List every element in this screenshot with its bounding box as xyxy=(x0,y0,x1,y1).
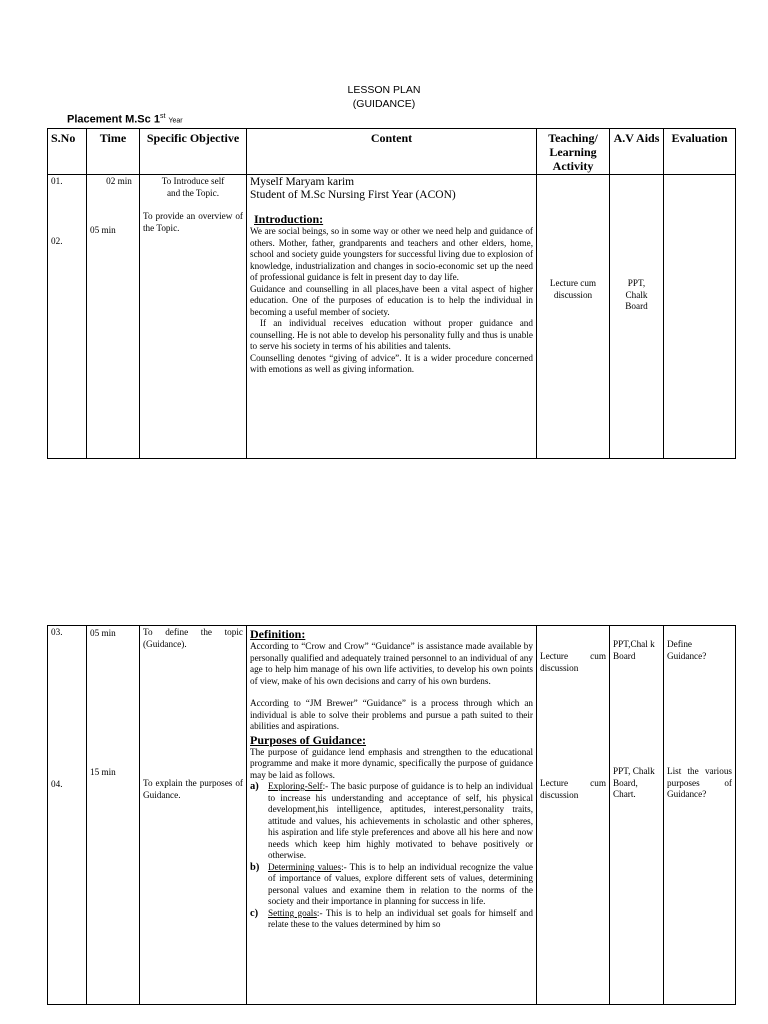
time-01: 02 min xyxy=(106,176,132,186)
list-text xyxy=(268,908,533,931)
sno-04: 04. xyxy=(51,778,63,789)
header-time: Time xyxy=(87,129,140,175)
intro-name: Myself Maryam karim xyxy=(250,176,355,188)
list-term: Setting goals xyxy=(268,907,317,918)
purposes-intro: The purpose of guidance lend emphasis and strengthen to the educational programme and make it more dynamic, specifically the purpose of guidance may be laid as follows. xyxy=(250,746,533,780)
definition-paragraph-2: According to “JM Brewer” “Guidance” is a process through which an individual is able to solve their problems and pursue a path suited to their abilities and aspirations. xyxy=(250,698,533,731)
intro-paragraph-1: We are social beings, so in some way or other we need help and guidance of others. Mother, father, grandparents and teachers and other elders, home, school and society guide youngsters for successful living due to explosion of knowledge, industrialization and changes in socio-economic set up the need of professional guidance is felt in present day to day life. xyxy=(250,226,533,282)
av-cell xyxy=(610,626,664,1005)
sno-03: 03. xyxy=(51,627,63,637)
evaluation-cell xyxy=(664,175,736,459)
av-02: PPT, Chalk Board xyxy=(625,278,648,311)
list-marker: b) xyxy=(250,861,260,873)
intro-student: Student of M.Sc Nursing First Year (ACON) xyxy=(250,189,456,201)
sno-01: 01. xyxy=(51,176,63,186)
header-evaluation: Evaluation xyxy=(664,129,736,175)
list-marker: c) xyxy=(250,907,259,919)
sno-02: 02. xyxy=(51,235,63,246)
evaluation-04: List the various purposes of Guidance? xyxy=(667,766,732,799)
intro-paragraph-2: Guidance and counselling in all places,have been a vital aspect of higher education. One of the purposes of education is to help the individual in becoming a useful member of society. xyxy=(250,283,533,317)
objective-01: To Introduce self and the Topic. xyxy=(161,176,225,198)
sno-cell xyxy=(48,175,87,459)
objective-02: To provide an overview of the Topic. xyxy=(143,211,243,233)
placement-text: Placement M.Sc 1 xyxy=(67,113,160,126)
placement-label xyxy=(67,113,183,126)
definition-paragraph-1: According to “Crow and Crow” “Guidance” is assistance made available by personally qualified and adequately trained personnel to an individual of any age to help him manage of his own life activities, to develop his own points of view, make of his own decisions and carry of his own burdens. xyxy=(250,641,533,686)
objective-cell xyxy=(140,626,247,1005)
header-objective: Specific Objective xyxy=(140,129,247,175)
list-marker: a) xyxy=(250,781,259,792)
lesson-table-2 xyxy=(47,625,736,1005)
time-cell xyxy=(87,626,140,1005)
table-row xyxy=(48,175,736,459)
activity-cell xyxy=(537,175,610,459)
content-cell xyxy=(247,626,537,1005)
objective-03: To define the topic (Guidance). xyxy=(143,627,243,649)
list-term: Exploring-Self xyxy=(268,781,323,791)
placement-year: Year xyxy=(168,117,183,125)
activity-04: Lecture cum discussion xyxy=(540,778,606,800)
av-04: PPT, Chalk Board, Chart. xyxy=(613,766,655,799)
purposes-list xyxy=(250,781,533,931)
table-header-row xyxy=(48,129,736,175)
list-item xyxy=(250,862,533,908)
time-02: 05 min xyxy=(90,224,116,235)
list-desc: :- The basic purpose of guidance is to help an individual to increase his understanding and acceptance of self, his physical development,his intelligence, aptitudes, interest,personality traits, attitude and values, his achievements in scholastic and other spheres, his aspiration and life style preferences and above all his here and now needs which keep him highly motivated to behave positively or otherwise. xyxy=(268,781,533,860)
list-text xyxy=(268,781,533,862)
av-cell xyxy=(610,175,664,459)
definition-heading: Definition: xyxy=(250,627,306,641)
av-03: PPT,Chal k Board xyxy=(613,639,655,661)
header-av: A.V Aids xyxy=(610,129,664,175)
objective-04: To explain the purposes of Guidance. xyxy=(143,778,243,800)
objective-cell xyxy=(140,175,247,459)
content-cell xyxy=(247,175,537,459)
activity-03: Lecture cum discussion xyxy=(540,651,606,673)
time-03: 05 min xyxy=(90,628,116,638)
time-04: 15 min xyxy=(90,767,116,777)
evaluation-03: Define Guidance? xyxy=(667,639,707,661)
list-item xyxy=(250,781,533,862)
sno-cell xyxy=(48,626,87,1005)
list-desc: :- This is to help an individual recognize the value of importance of values, explore different sets of values, determining personal values and examine them in relation to the norms of the society and their importance in planning for success in life. xyxy=(268,861,533,906)
list-desc: :- This is to help an individual set goals for himself and relate these to the values determined by him so xyxy=(268,907,533,929)
table-row xyxy=(48,626,736,1005)
introduction-heading: Introduction: xyxy=(254,212,324,226)
purposes-heading: Purposes of Guidance: xyxy=(250,732,367,747)
intro-paragraph-4: Counselling denotes “giving of advice”. It is a wider procedure concerned with emotions as well as giving information. xyxy=(250,352,533,374)
activity-02: Lecture cum discussion xyxy=(549,278,597,300)
lesson-table-1 xyxy=(47,128,736,459)
activity-cell xyxy=(537,626,610,1005)
header-sno: S.No xyxy=(48,129,87,175)
intro-paragraph-3: If an individual receives education without proper guidance and counselling. He is not able to develop his personality fully and thus is unable to serve his society in terms of his abilities and talents. xyxy=(250,318,533,351)
evaluation-cell xyxy=(664,626,736,1005)
list-term: Determining values xyxy=(268,861,342,872)
header-content: Content xyxy=(247,129,537,175)
placement-sup: st xyxy=(159,113,166,120)
list-text xyxy=(268,862,533,908)
document-title: LESSON PLAN xyxy=(347,84,421,96)
header-activity: Teaching/ Learning Activity xyxy=(537,129,610,175)
list-item xyxy=(250,908,533,931)
time-cell xyxy=(87,175,140,459)
document-subtitle: (GUIDANCE) xyxy=(352,98,416,110)
